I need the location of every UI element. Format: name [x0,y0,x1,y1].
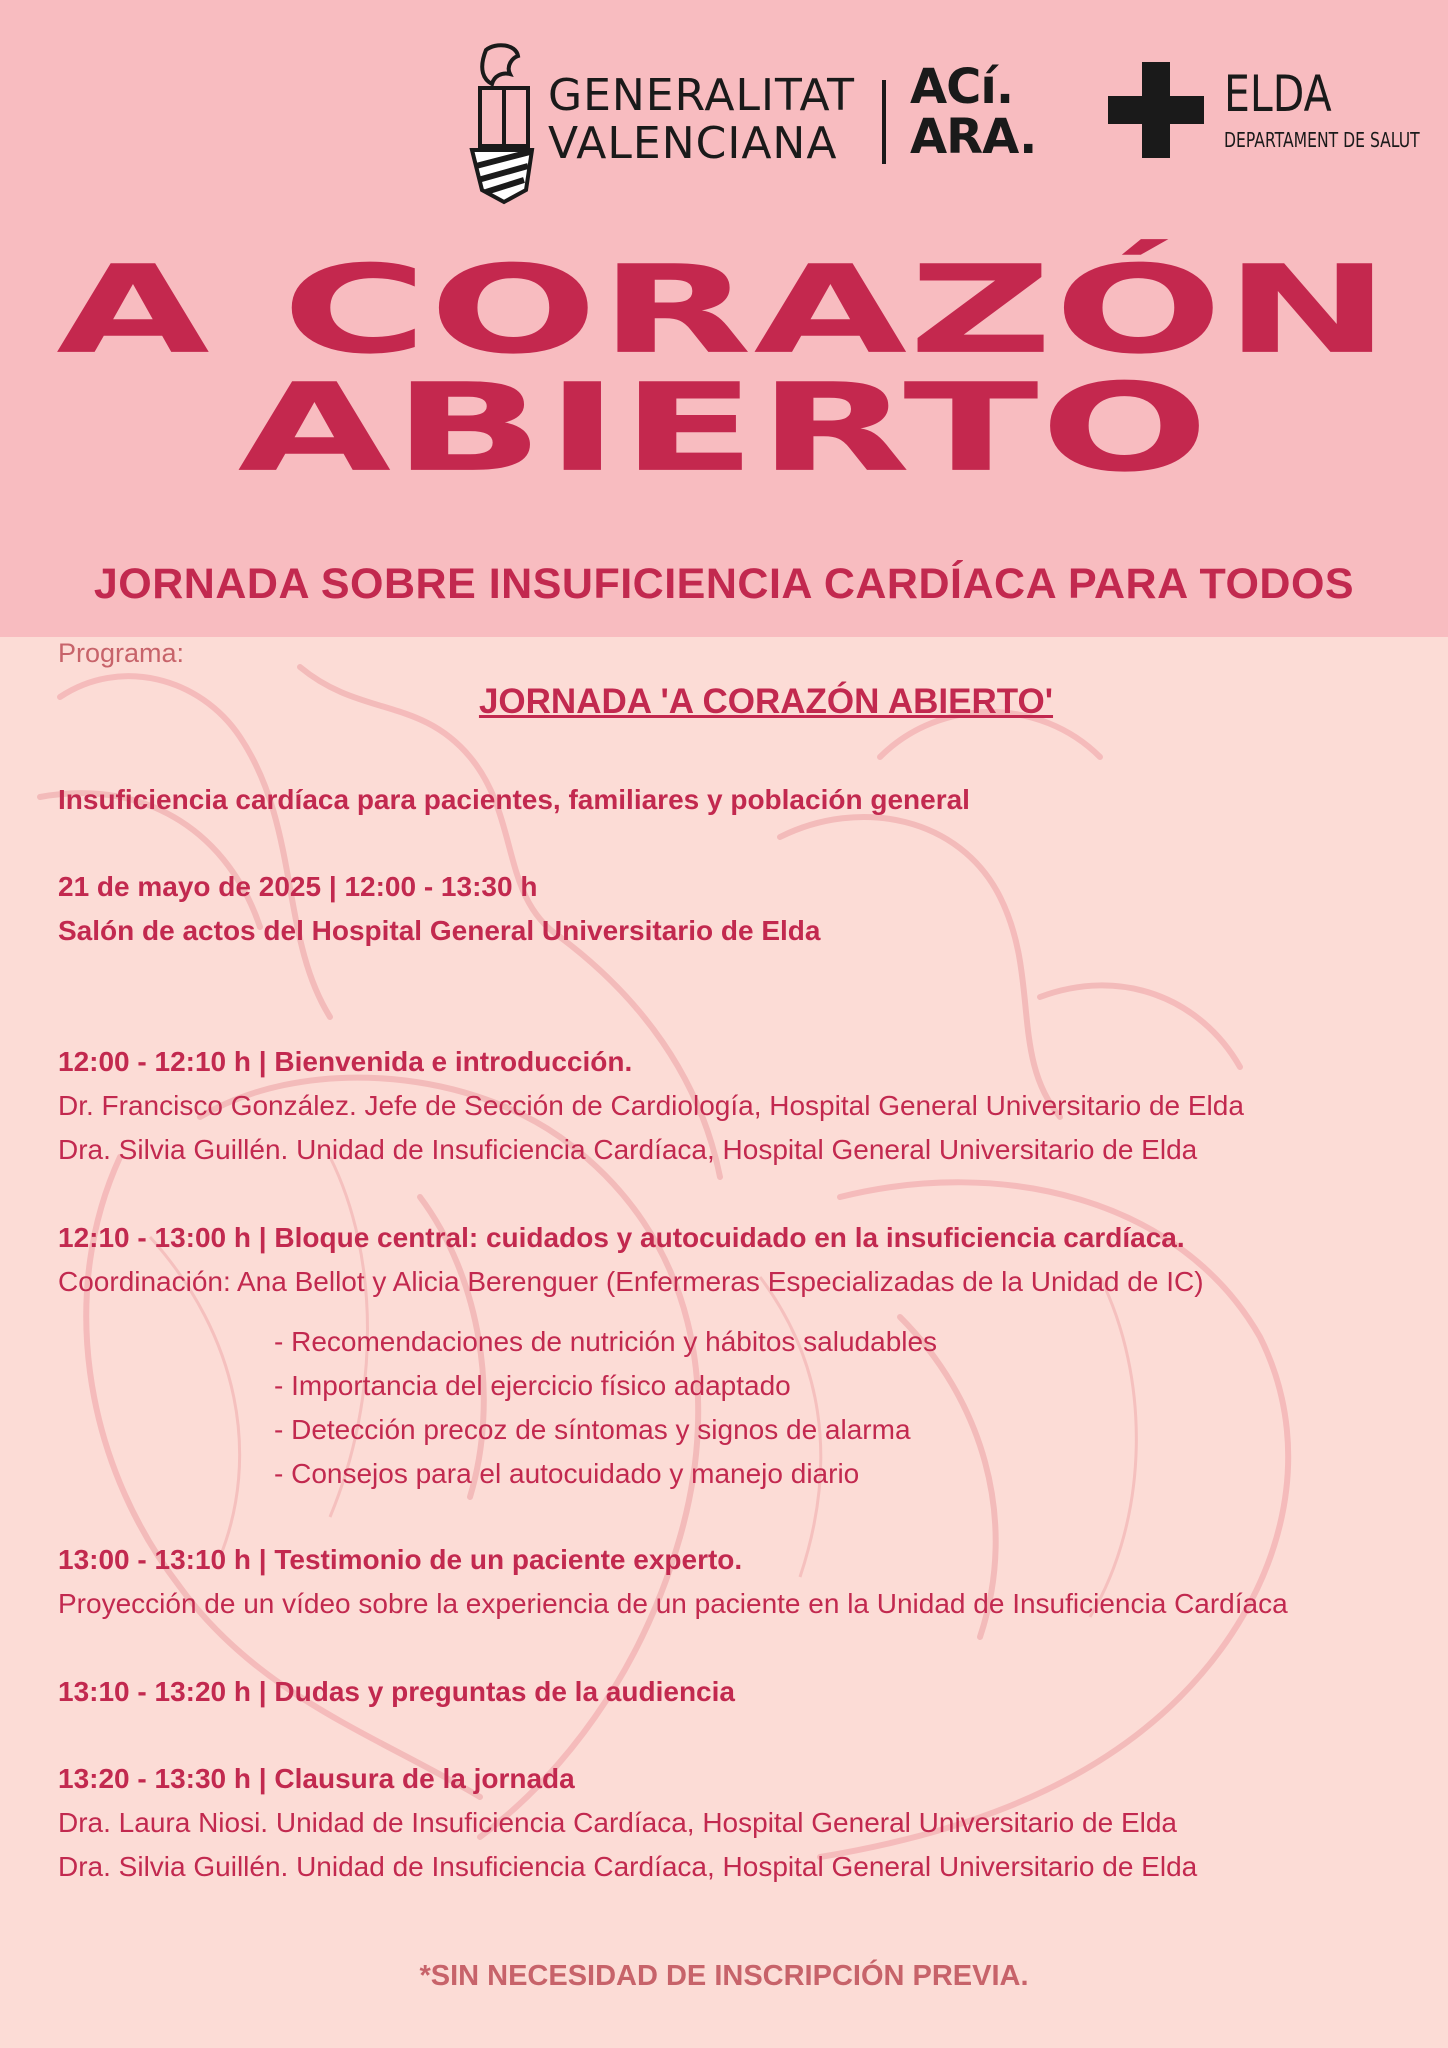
program-label: Programa: [58,638,185,668]
bullet-item: - Recomendaciones de nutrición y hábitos saludables [274,1326,938,1357]
session-time: 12:10 - 13:00 h | [58,1222,267,1253]
session-2-heading [58,1222,1185,1254]
session-2-line-1: Coordinación: Ana Bellot y Alicia Berenguer (Enfermeras Especializadas de la Unidad de IC) [58,1266,1204,1297]
session-title: Testimonio de un paciente experto. [274,1544,743,1575]
aci-ara-logotype [910,59,1037,165]
session-title: Dudas y preguntas de la audiencia [274,1676,735,1707]
session-time: 13:00 - 13:10 h | [58,1544,267,1575]
session-5-line-1: Dra. Laura Niosi. Unidad de Insuficiencia Cardíaca, Hospital General Universitario de Elda [58,1807,1178,1838]
session-5-heading [58,1763,575,1795]
bullet-item: - Consejos para el autocuidado y manejo diario [274,1458,860,1489]
session-title: Clausura de la jornada [274,1763,575,1794]
session-1-heading [58,1046,632,1078]
medical-cross-icon [1108,62,1204,158]
session-3-heading [58,1544,742,1576]
bullet-item: - Importancia del ejercicio físico adaptado [274,1370,791,1401]
program-title: JORNADA 'A CORAZÓN ABIERTO' [478,682,1054,721]
session-5-line-2: Dra. Silvia Guillén. Unidad de Insuficiencia Cardíaca, Hospital General Universitario de Elda [58,1851,1198,1882]
program-tagline: Insuficiencia cardíaca para pacientes, familiares y población general [58,784,970,815]
elda-subtitle: DEPARTAMENT DE SALUT [1224,128,1420,152]
gv-line2: VALENCIANA [548,118,838,169]
session-time: 13:10 - 13:20 h | [58,1676,267,1707]
session-2-bullets [274,1320,937,1496]
session-title: Bienvenida e introducción. [274,1046,633,1077]
session-time: 13:20 - 13:30 h | [58,1763,267,1794]
event-venue: Salón de actos del Hospital General Universitario de Elda [58,915,821,946]
session-1-line-2: Dra. Silvia Guillén. Unidad de Insuficiencia Cardíaca, Hospital General Universitario de Elda [58,1134,1198,1165]
bullet-item: - Detección precoz de síntomas y signos de alarma [274,1414,911,1445]
generalitat-logotype [548,72,855,168]
session-time: 12:00 - 12:10 h | [58,1046,267,1077]
elda-logo [1108,62,1420,172]
session-3-line-1: Proyección de un vídeo sobre la experiencia de un paciente en la Unidad de Insuficiencia Cardíaca [58,1588,1288,1619]
gv-line1: GENERALITAT [548,70,856,121]
session-1-line-1: Dr. Francisco González. Jefe de Sección de Cardiología, Hospital General Universitario de Elda [58,1090,1244,1121]
main-title [0,239,1448,500]
logo-separator [882,80,886,164]
ara-text: ARA. [910,109,1037,165]
footnote: *SIN NECESIDAD DE INSCRIPCIÓN PREVIA. [419,1960,1029,1992]
elda-title: ELDA [1224,65,1332,123]
title-line-2: ABIERTO [237,357,1211,500]
aci-text: ACí. [910,59,1014,115]
event-datetime: 21 de mayo de 2025 | 12:00 - 13:30 h [58,871,538,902]
subtitle: JORNADA SOBRE INSUFICIENCIA CARDÍACA PARA TODOS [93,560,1355,608]
session-title: Bloque central: cuidados y autocuidado en la insuficiencia cardíaca. [274,1222,1185,1253]
title-line-1: A CORAZÓN [56,239,1392,382]
session-4-heading [58,1676,735,1708]
